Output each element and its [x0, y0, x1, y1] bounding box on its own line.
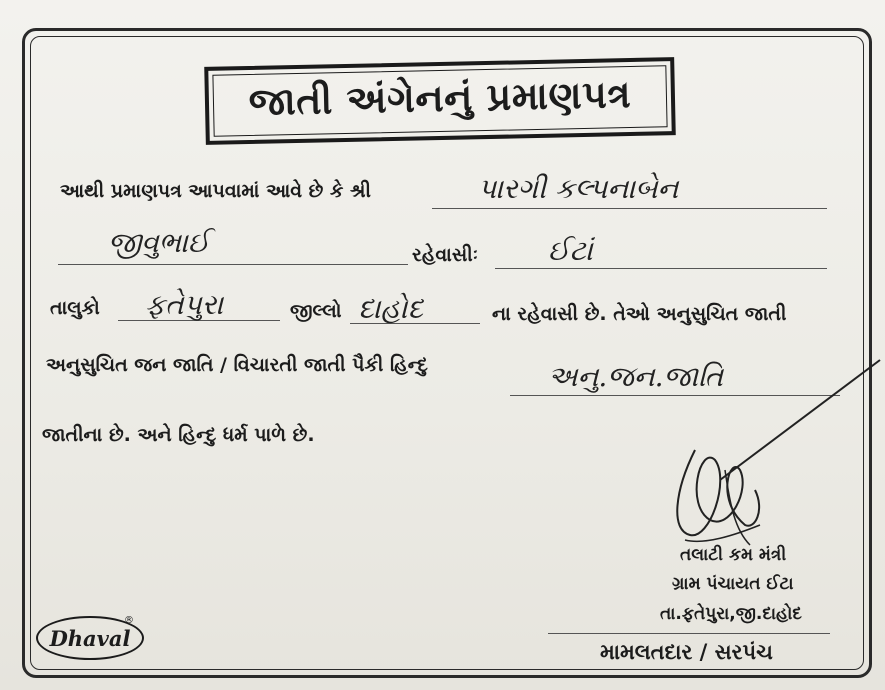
certificate-title: જાતી અંગેનનું પ્રમાણપત્ર	[248, 72, 632, 125]
line3-suffix: ના રહેવાસી છે. તેઓ અનુસુચિત જાતી	[492, 303, 787, 325]
line1-label: આથી પ્રમાણપત્ર આપવામાં આવે છે કે શ્રી	[60, 180, 371, 202]
line5-text: જાતીના છે. અને હિન્દુ ધર્મ પાળે છે.	[42, 424, 315, 446]
handwritten-village: ઈટાં	[548, 234, 593, 267]
dhaval-logo	[36, 616, 144, 660]
stamp-taluka-district: તા.ફતેપુરા,જી.દાહોદ	[660, 604, 802, 624]
line4-label: અનુસુચિત જન જાતિ / વિચારતી જાતી પૈકી હિન્દુ	[46, 354, 428, 376]
residence-label: રહેવાસીઃ	[412, 244, 479, 266]
signature-line	[548, 633, 830, 634]
handwritten-district: દાહોદ	[358, 292, 424, 325]
logo-text: Dhaval	[49, 626, 131, 651]
stamp-panchayat: ગ્રામ પંચાયત ઈટા	[672, 574, 794, 594]
handwritten-name: પારગી કલ્પનાબેન	[478, 172, 679, 205]
handwritten-father-name: જીવુભાઈ	[108, 226, 210, 259]
handwritten-caste: અનુ.જન.જાતિ	[548, 360, 724, 393]
name-blank-line	[432, 208, 827, 209]
handwritten-taluka: ફતેપુરા	[145, 288, 224, 321]
registered-mark: ®	[124, 615, 134, 626]
title-box	[204, 57, 676, 145]
signatory-title: મામલતદાર / સરપંચ	[600, 640, 773, 664]
village-blank-line	[495, 268, 827, 269]
district-label: જીલ્લો	[290, 300, 342, 322]
signature	[655, 330, 885, 560]
father-name-blank-line	[58, 264, 408, 265]
stamp-designation: તલાટી કમ મંત્રી	[680, 545, 787, 565]
taluka-label: તાલુકો	[50, 297, 100, 319]
